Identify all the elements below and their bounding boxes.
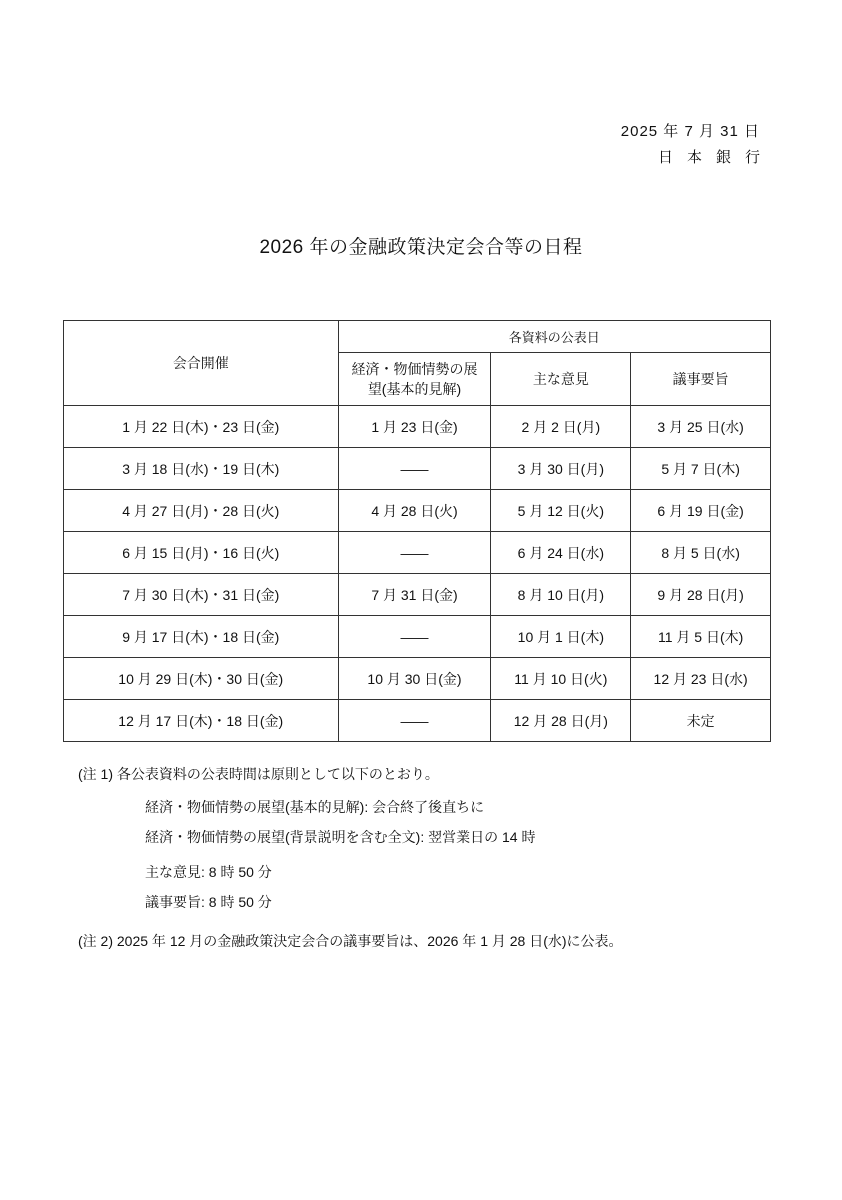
meeting-dates: 7 月 30 日(木)・31 日(金) (64, 574, 339, 616)
document-title: 2026 年の金融政策決定会合等の日程 (259, 237, 583, 258)
note-item: 経済・物価情勢の展望(背景説明を含む全文): 翌営業日の 14 時 (145, 829, 536, 845)
opinions-date: 12 月 28 日(月) (491, 700, 631, 742)
opinions-date: 8 月 10 日(月) (491, 574, 631, 616)
outlook-date: —— (338, 700, 491, 742)
table-row (64, 658, 771, 700)
meeting-dates: 12 月 17 日(木)・18 日(金) (64, 700, 339, 742)
table-row (64, 616, 771, 658)
opinions-date: 2 月 2 日(月) (491, 406, 631, 448)
note-item: 議事要旨: 8 時 50 分 (145, 894, 272, 910)
header-outlook: 経済・物価情勢の展望(基本的見解) (338, 353, 491, 406)
minutes-date: 8 月 5 日(水) (631, 532, 771, 574)
table-row (64, 490, 771, 532)
minutes-date: 11 月 5 日(木) (631, 616, 771, 658)
minutes-date: 3 月 25 日(水) (631, 406, 771, 448)
table-row (64, 574, 771, 616)
minutes-date: 5 月 7 日(木) (631, 448, 771, 490)
outlook-date: 4 月 28 日(火) (338, 490, 491, 532)
table-row (64, 532, 771, 574)
meeting-dates: 10 月 29 日(木)・30 日(金) (64, 658, 339, 700)
opinions-date: 6 月 24 日(水) (491, 532, 631, 574)
outlook-date: —— (338, 532, 491, 574)
meeting-dates: 4 月 27 日(月)・28 日(火) (64, 490, 339, 532)
minutes-date: 未定 (631, 700, 771, 742)
opinions-date: 11 月 10 日(火) (491, 658, 631, 700)
minutes-date: 12 月 23 日(水) (631, 658, 771, 700)
meeting-dates: 3 月 18 日(水)・19 日(木) (64, 448, 339, 490)
opinions-date: 5 月 12 日(火) (491, 490, 631, 532)
outlook-date: —— (338, 616, 491, 658)
minutes-date: 6 月 19 日(金) (631, 490, 771, 532)
outlook-date: —— (338, 448, 491, 490)
outlook-date: 10 月 30 日(金) (338, 658, 491, 700)
table-row (64, 448, 771, 490)
meeting-dates: 6 月 15 日(月)・16 日(火) (64, 532, 339, 574)
outlook-date: 7 月 31 日(金) (338, 574, 491, 616)
table-row (64, 406, 771, 448)
table-row (64, 700, 771, 742)
note-1: (注 1) 各公表資料の公表時間は原則として以下のとおり。 (78, 766, 439, 782)
schedule-table (63, 320, 771, 742)
opinions-date: 10 月 1 日(木) (491, 616, 631, 658)
note-item: 主な意見: 8 時 50 分 (145, 864, 272, 880)
table-body (64, 406, 771, 742)
document-date: 2025 年 7 月 31 日 (620, 123, 760, 140)
header-opinions: 主な意見 (491, 353, 631, 406)
outlook-date: 1 月 23 日(金) (338, 406, 491, 448)
note-2: (注 2) 2025 年 12 月の金融政策決定会合の議事要旨は、2026 年 1 月 28 日(水)に公表。 (78, 933, 623, 949)
minutes-date: 9 月 28 日(月) (631, 574, 771, 616)
header-publication-dates: 各資料の公表日 (338, 321, 770, 353)
note-item: 経済・物価情勢の展望(基本的見解): 会合終了後直ちに (145, 799, 485, 815)
meeting-dates: 1 月 22 日(木)・23 日(金) (64, 406, 339, 448)
opinions-date: 3 月 30 日(月) (491, 448, 631, 490)
meeting-dates: 9 月 17 日(木)・18 日(金) (64, 616, 339, 658)
header-meeting: 会合開催 (64, 321, 339, 406)
header-minutes: 議事要旨 (631, 353, 771, 406)
issuer-name: 日本銀行 (657, 149, 774, 166)
